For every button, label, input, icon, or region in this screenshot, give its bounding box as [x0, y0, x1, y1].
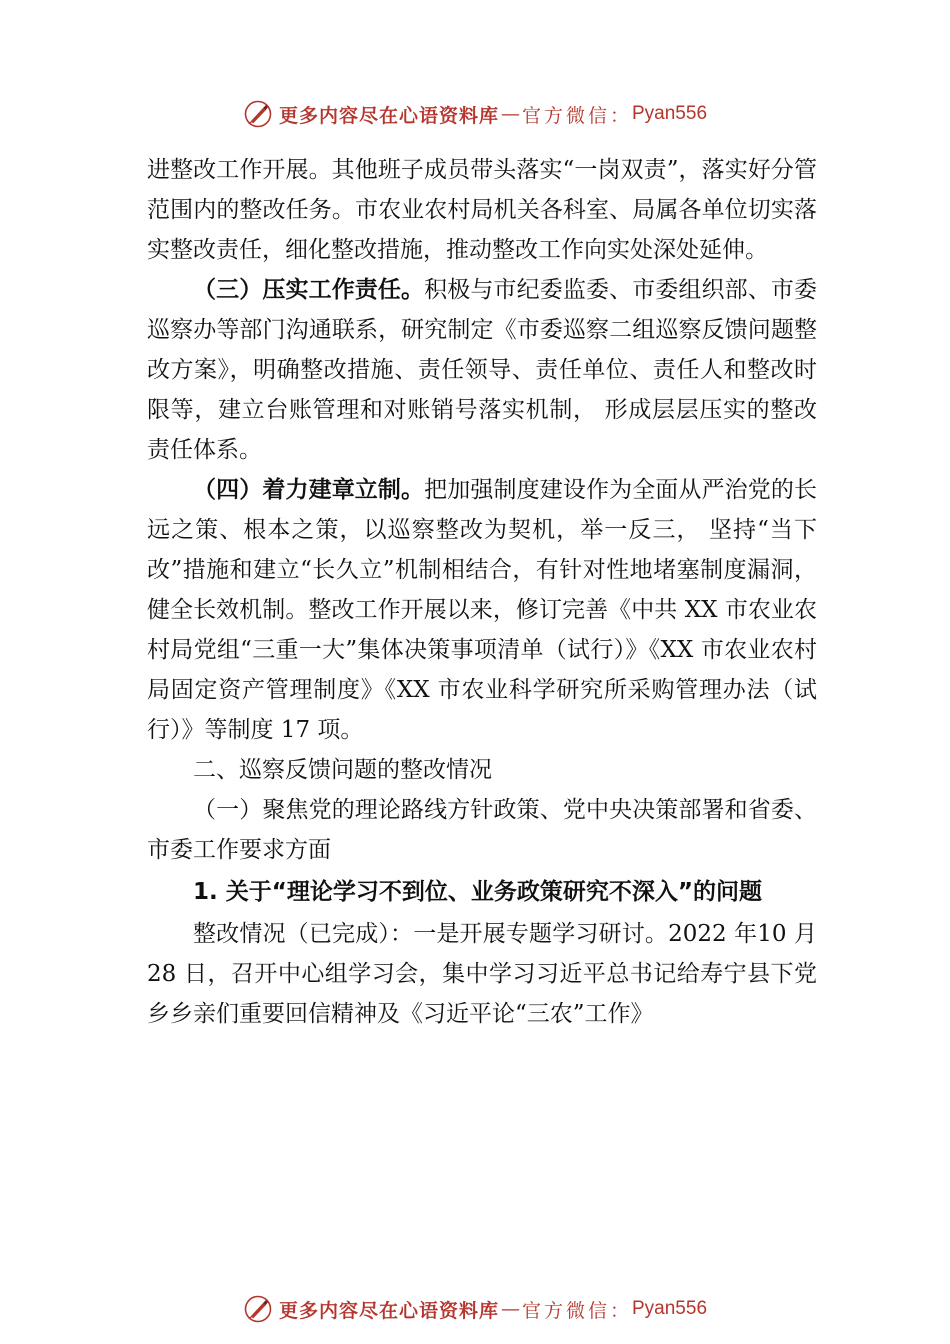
paragraph-rectification: 整改情况（已完成）：一是开展专题学习研讨。2022 年10 月 28 日，召开中心组学习会，集中学习习近平总书记给寿宁县下党乡乡亲们重要回信精神及《习近平论“三农”工作》 [147, 921, 817, 1027]
paragraph-lead: （三）压实工作责任。 [193, 276, 425, 303]
section-heading: 二、巡察反馈问题的整改情况 [193, 757, 492, 783]
paragraph-responsibility [147, 270, 817, 470]
watermark-brand: 更多内容尽在心语资料库 [278, 104, 499, 127]
paragraph-lead: （四）着力建章立制。 [193, 476, 425, 503]
pen-logo-icon [243, 1294, 273, 1324]
paragraph-text: 把加强制度建设作为全面从严治党的长远之策、根本之策，以巡察整改为契机，举一反三， 坚持“当下改”措施和建立“长久立”机制相结合，有针对性地堵塞制度漏洞，健全长效机制。整改工作开展以来，修订完善《中共 XX 市农业农村局党组“三重一大”集体决策事项清单（试行）》《XX 市农业农村局固定资产管理制度》《XX 市农业科学研究所采购管理办法（试行）》等制度 17 项。 [147, 477, 818, 743]
watermark-brand: 更多内容尽在心语资料库 [278, 1299, 499, 1322]
paragraph-text: 积极与市纪委监委、市委组织部、市委巡察办等部门沟通联系，研究制定《市委巡察二组巡察反馈问题整改方案》，明确整改措施、责任领导、责任单位、责任人和整改时限等，建立台账管理和对账销号落实机制， 形成层层压实的整改责任体系。 [147, 277, 818, 463]
watermark-wechat-label: 官方微信： [521, 104, 632, 127]
watermark-wechat-label: 官方微信： [521, 1299, 632, 1322]
footer-watermark [0, 1289, 950, 1329]
watermark-separator: — [500, 1298, 520, 1320]
watermark-handle: Pyan556 [632, 1298, 708, 1319]
paragraph-institution [147, 470, 817, 750]
document-body [147, 150, 817, 1034]
watermark-handle: Pyan556 [632, 103, 708, 124]
watermark-separator: — [500, 103, 520, 125]
paragraph-continuation: 进整改工作开展。其他班子成员带头落实“一岗双责”，落实好分管范围内的整改任务。市农业农村局机关各科室、局属各单位切实落实整改责任，细化整改措施，推动整改工作向实处深处延伸。 [147, 157, 817, 263]
issue-heading: 1. 关于“理论学习不到位、业务政策研究不深入”的问题 [193, 879, 762, 905]
subsection-heading: （一）聚焦党的理论路线方针政策、党中央决策部署和省委、市委工作要求方面 [147, 797, 817, 863]
header-watermark [0, 94, 950, 134]
pen-logo-icon [243, 99, 273, 129]
